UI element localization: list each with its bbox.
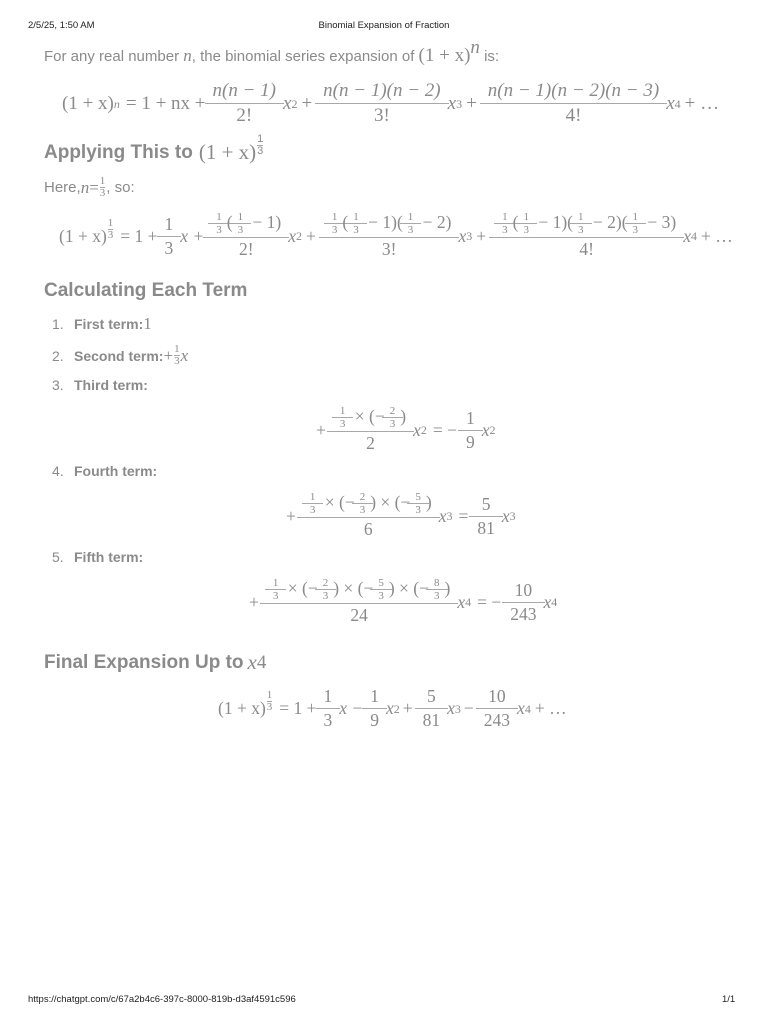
list-item-fourth-term: 4. Fourth term: bbox=[52, 463, 158, 479]
list-item-second-term: 2. Second term: + $\frac{1}{3}$ x bbox=[52, 343, 189, 367]
heading-applying: Applying This to (1 + x) 1 3 bbox=[44, 133, 264, 164]
applied-formula: (1 + x) $\frac{1}{3}$ = 1 + $\frac{1}{3}$ x + $\frac{1}{3}$ ( $\frac{1}{3}$ − 1) 2! x 2 + $\frac{1}{3}$ ( $\frac{1}{3}$ − 1)( $\frac{1}{3}$ − 2) 3! x 3 + $\frac{1}{3}$ ( $\frac{1}{3}$ − 1)( $\frac{1}{3}$ − 2)( $\frac{1}{3}$ − 3) 4! x 4 + … bbox=[59, 211, 733, 259]
general-binomial-formula: (1 + x) n = 1 + nx + $\frac{n(n - 1)}{2!}$ x 2 + $\frac{n(n - 1)(n - 2)}{3!}$ x 3 + $\frac{n(n - 1)(n - 2)(n - 3)}{4!}$ x 4 + … bbox=[62, 80, 720, 126]
third-term-formula: + $\frac{1}{3}$ × (− $\frac{2}{3}$ ) 2 x 2 = − $\frac{1}{9}$ x 2 bbox=[316, 405, 496, 453]
fraction: $\frac{n(n - 1)}{2!}$ bbox=[209, 80, 280, 127]
heading-calculating: Calculating Each Term bbox=[44, 280, 248, 301]
print-title: Binomial Expansion of Fraction bbox=[318, 20, 450, 31]
intro-sentence: For any real number n, the binomial series expansion of $(1 + x)^n$ is: bbox=[44, 37, 500, 66]
print-datetime: 2/5/25, 1:50 AM bbox=[28, 20, 95, 31]
fraction: $\frac{1}{3}$ ( $\frac{1}{3}$ − 1) 2! bbox=[207, 212, 285, 260]
list-item-third-term: 3. Third term: bbox=[52, 377, 148, 393]
fourth-term-formula: + $\frac{1}{3}$ × (− $\frac{2}{3}$ ) × (− $\frac{5}{3}$ ) 6 x 3 = $\frac{5}{81}$ x 3 bbox=[286, 491, 516, 539]
fraction: $\frac{1}{3}$ ( $\frac{1}{3}$ − 1)( $\frac{1}{3}$ − 2) 3! bbox=[323, 212, 456, 260]
fraction: $\frac{n(n - 1)(n - 2)}{3!}$ bbox=[319, 80, 444, 127]
final-expansion-formula: (1 + x) $\frac{1}{3}$ = 1 + $\frac{1}{3}$ x − $\frac{1}{9}$ x 2 + $\frac{5}{81}$ x 3 − $\frac{10}{243}$ x 4 + … bbox=[218, 686, 567, 730]
list-item-first-term: 1. First term: 1 bbox=[52, 314, 152, 333]
page-number: 1/1 bbox=[722, 994, 736, 1005]
fifth-term-formula: + $\frac{1}{3}$ × (− $\frac{2}{3}$ ) × (− $\frac{5}{3}$ ) × (− $\frac{8}{3}$ ) 24 x 4 = − $\frac{10}{243}$ x 4 bbox=[249, 577, 558, 625]
print-url: https://chatgpt.com/c/67a2b4c6-397c-8000-819b-d3af4591c596 bbox=[28, 994, 296, 1005]
fraction: $\frac{n(n - 1)(n - 2)(n - 3)}{4!}$ bbox=[484, 80, 663, 127]
list-item-fifth-term: 5. Fifth term: bbox=[52, 549, 144, 565]
here-n-line: Here, n = $\frac{1}{3}$ , so: bbox=[44, 175, 135, 199]
fraction: $\frac{1}{3}$ ( $\frac{1}{3}$ − 1)( $\frac{1}{3}$ − 2)( $\frac{1}{3}$ − 3) 4! bbox=[493, 212, 680, 260]
heading-final-expansion: Final Expansion Up to x 4 bbox=[44, 650, 267, 674]
